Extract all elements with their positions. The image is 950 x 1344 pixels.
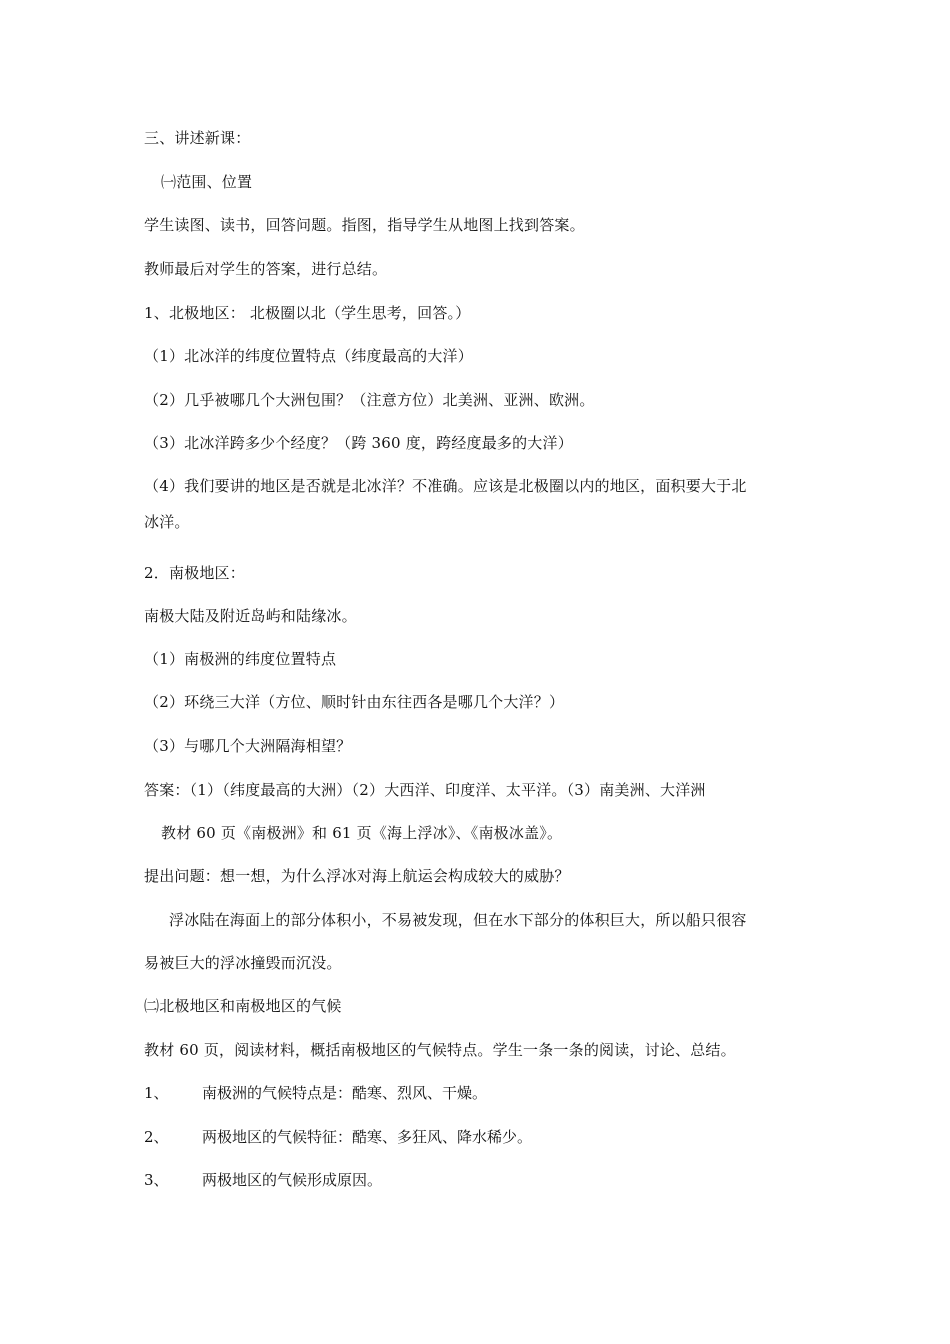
climate-item [144, 1083, 487, 1103]
antarctic-question-2: （2）环绕三大洋（方位、顺时针由东往西各是哪几个大洋？） [144, 693, 565, 711]
antarctic-question-1: （1）南极洲的纬度位置特点 [144, 650, 337, 668]
paragraph-read-map: 学生读图、读书，回答问题。指图，指导学生从地图上找到答案。 [144, 216, 585, 234]
antarctic-title: 2．南极地区： [144, 564, 245, 582]
textbook-reference: 教材 60 页《南极洲》和 61 页《海上浮冰》、《南极冰盖》。 [161, 824, 563, 842]
subsection-heading-scope: ㈠范围、位置 [161, 173, 253, 191]
arctic-title: 1、北极地区： 北极圈以北（学生思考，回答。） [144, 304, 471, 322]
antarctic-question-3: （3）与哪几个大洲隔海相望？ [144, 737, 352, 755]
climate-item-number: 3、 [144, 1171, 169, 1189]
paragraph-teacher-summary: 教师最后对学生的答案，进行总结。 [144, 260, 388, 278]
reply-line-2: 易被巨大的浮冰撞毁而沉没。 [144, 954, 342, 972]
climate-item-number: 2、 [144, 1128, 169, 1146]
question-line: 提出问题：想一想，为什么浮冰对海上航运会构成较大的威胁？ [144, 867, 570, 885]
subsection-heading-climate: ㈡北极地区和南极地区的气候 [144, 997, 342, 1015]
answer-line: 答案：（1）（纬度最高的大洲）（2）大西洋、印度洋、太平洋。（3）南美洲、大洋洲 [144, 781, 706, 799]
section-heading: 三、讲述新课： [144, 129, 251, 147]
reply-line-1: 浮冰陆在海面上的部分体积小，不易被发现，但在水下部分的体积巨大，所以船只很容 [169, 911, 747, 929]
arctic-question-3: （3）北冰洋跨多少个经度？（跨 360 度，跨经度最多的大洋） [144, 434, 573, 452]
arctic-question-4-line1: （4）我们要讲的地区是否就是北冰洋？不准确。应该是北极圈以内的地区，面积要大于北 [144, 477, 747, 495]
arctic-question-2: （2）几乎被哪几个大洲包围？（注意方位）北美洲、亚洲、欧洲。 [144, 391, 595, 409]
climate-item-text: 两极地区的气候形成原因。 [202, 1171, 383, 1189]
climate-item [144, 1170, 382, 1190]
climate-item-text: 两极地区的气候特征：酷寒、多狂风、降水稀少。 [202, 1128, 533, 1146]
climate-item-number: 1、 [144, 1084, 169, 1102]
climate-item-text: 南极洲的气候特点是：酷寒、烈风、干燥。 [202, 1084, 488, 1102]
antarctic-description: 南极大陆及附近岛屿和陆缘冰。 [144, 607, 357, 625]
climate-intro: 教材 60 页，阅读材料，概括南极地区的气候特点。学生一条一条的阅读，讨论、总结。 [144, 1041, 736, 1059]
climate-item [144, 1127, 532, 1147]
arctic-question-1: （1）北冰洋的纬度位置特点（纬度最高的大洋） [144, 347, 473, 365]
arctic-question-4-line2: 冰洋。 [144, 513, 190, 531]
